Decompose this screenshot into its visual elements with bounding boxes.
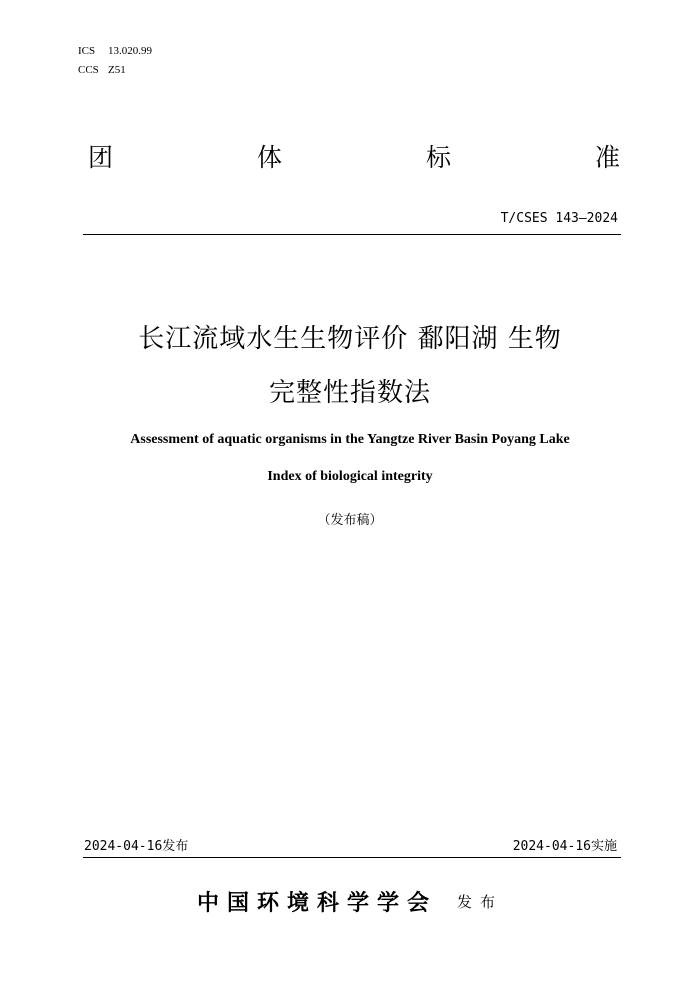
publisher [0, 886, 700, 916]
ics-label: ICS [78, 45, 96, 57]
bottom-divider [83, 857, 621, 858]
standard-type-char: 标 [425, 143, 451, 172]
implement-date [513, 838, 617, 856]
standard-type-char: 体 [256, 143, 282, 172]
release-date [84, 838, 188, 856]
title-en-line1: Assessment of aquatic organisms in the Yangtze River Basin Poyang Lake [130, 432, 570, 447]
release-date-value: 2024-04-16 [84, 839, 163, 854]
title-en-line2: Index of biological integrity [267, 469, 433, 484]
ics-code [78, 45, 152, 58]
draft-status: （发布稿） [317, 513, 383, 528]
top-divider [83, 234, 621, 235]
ccs-code [78, 64, 126, 77]
publisher-organization: 中国环境科学学会 [196, 889, 437, 916]
implement-date-label: 实施 [590, 839, 617, 854]
title-cn-line2: 完整性指数法 [268, 378, 431, 408]
standard-type-char: 团 [88, 143, 114, 172]
ics-value: 13.020.99 [108, 45, 152, 57]
publisher-action: 发布 [457, 892, 504, 911]
ccs-label: CCS [78, 64, 99, 76]
implement-date-value: 2024-04-16 [512, 839, 591, 854]
standard-type-char: 准 [594, 143, 620, 172]
ccs-value: Z51 [108, 64, 126, 76]
standard-number: T/CSES 143—2024 [500, 211, 618, 226]
title-cn-line1: 长江流域水生生物评价 鄱阳湖 生物 [138, 324, 562, 354]
standard-type [88, 140, 620, 176]
release-date-label: 发布 [162, 839, 189, 854]
